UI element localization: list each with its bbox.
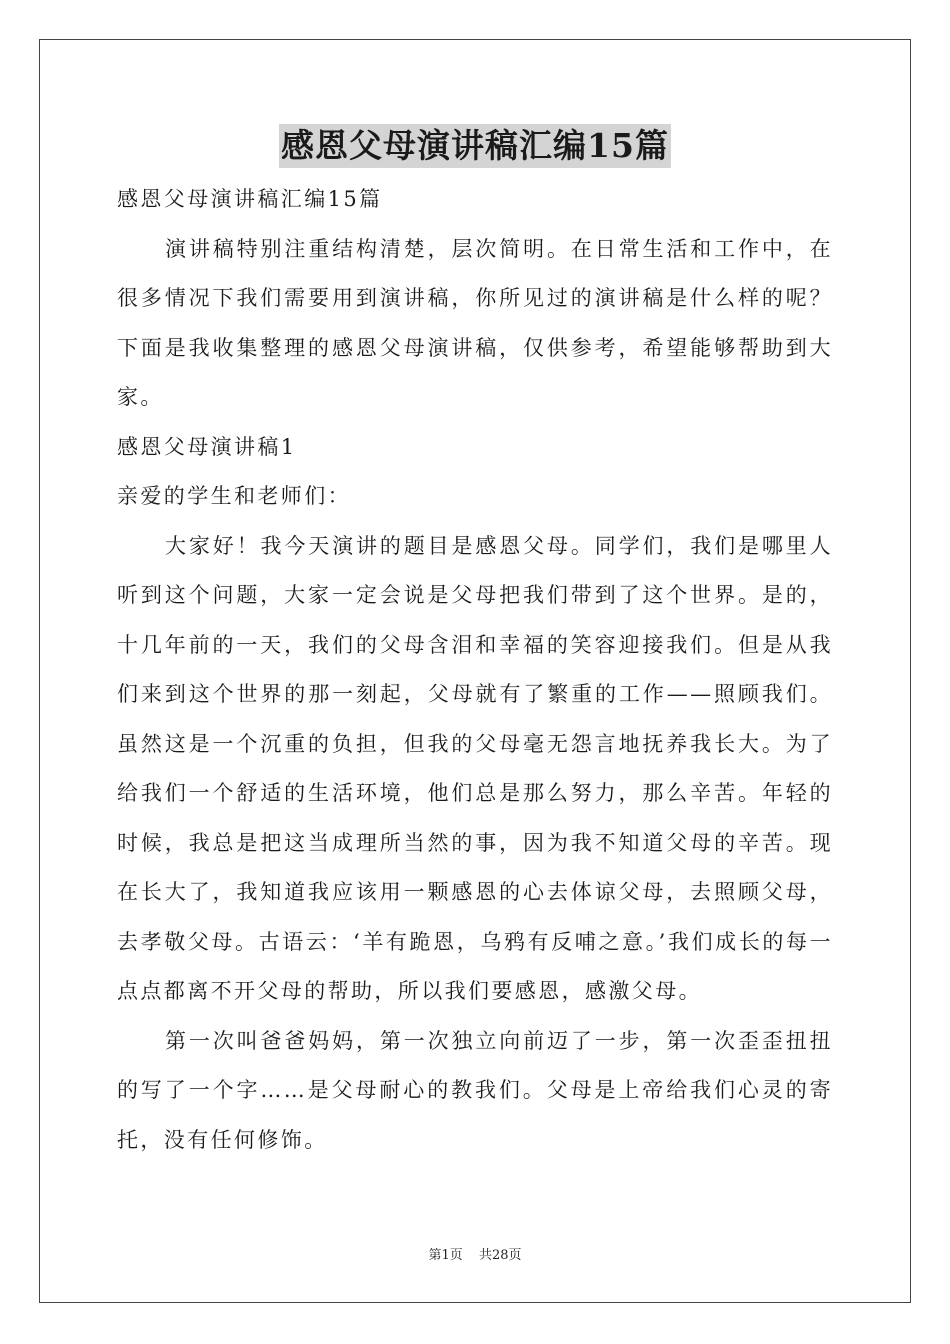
intro-paragraph: 演讲稿特别注重结构清楚，层次简明。在日常生活和工作中，在很多情况下我们需要用到演讲稿，你所见过的演讲稿是什么样的呢？下面是我收集整理的感恩父母演讲稿，仅供参考，希望能够帮助到大家。 [117, 236, 833, 409]
document-body [117, 175, 833, 1165]
document-subtitle: 感恩父母演讲稿汇编15篇 [117, 187, 383, 211]
body-paragraph-1: 大家好！我今天演讲的题目是感恩父母。同学们，我们是哪里人听到这个问题，大家一定会说是父母把我们带到了这个世界。是的，十几年前的一天，我们的父母含泪和幸福的笑容迎接我们。但是从我们来到这个世界的那一刻起，父母就有了繁重的工作——照顾我们。虽然这是一个沉重的负担，但我的父母毫无怨言地抚养我长大。为了给我们一个舒适的生活环境，他们总是那么努力，那么辛苦。年轻的时候，我总是把这当成理所当然的事，因为我不知道父母的辛苦。现在长大了，我知道我应该用一颗感恩的心去体谅父母，去照顾父母，去孝敬父母。古语云：‘羊有跪恩，乌鸦有反哺之意。’我们成长的每一点点都离不开父母的帮助，所以我们要感恩，感激父母。 [117, 533, 833, 1003]
page-number: 第1页 [428, 1248, 463, 1263]
salutation: 亲爱的学生和老师们： [117, 484, 351, 508]
document-title-container [0, 124, 950, 168]
document-title: 感恩父母演讲稿汇编15篇 [279, 124, 671, 168]
section-title: 感恩父母演讲稿1 [117, 434, 297, 459]
page-total: 共28页 [478, 1248, 522, 1263]
page-footer [0, 1247, 950, 1265]
body-paragraph-2: 第一次叫爸爸妈妈，第一次独立向前迈了一步，第一次歪歪扭扭的写了一个字……是父母耐心的教我们。父母是上帝给我们心灵的寄托，没有任何修饰。 [117, 1028, 833, 1152]
